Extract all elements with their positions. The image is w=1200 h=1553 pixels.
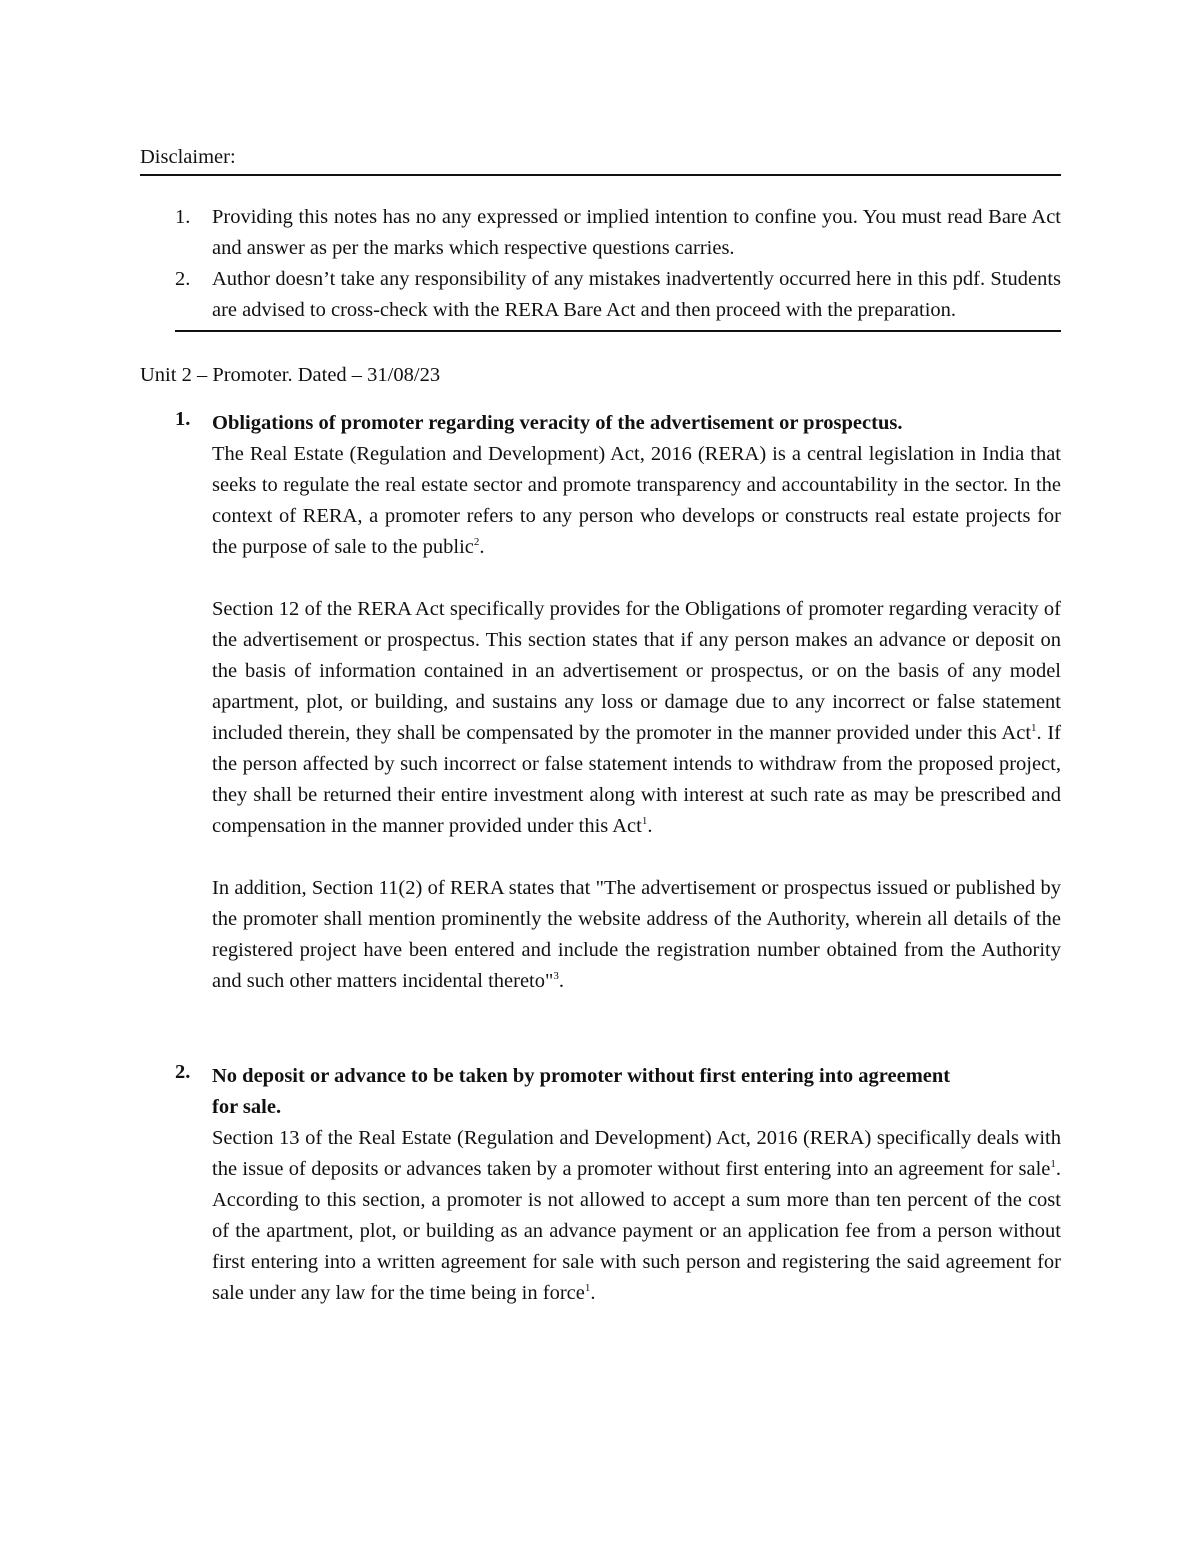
document-page — [140, 142, 1061, 1309]
text: Section 13 of the Real Estate (Regulation and Development) Act, 2016 (RERA) specifically deals with the issue of deposits or advances taken by a promoter without first entering into an agreement for sale — [212, 1127, 1061, 1180]
footnote-ref: 1 — [641, 815, 648, 828]
item-text: Author doesn’t take any responsibility of any mistakes inadvertently occurred here in this pdf. Students are advised to cross-check with the RERA Bare Act and then proceed with the preparation. — [212, 268, 1061, 321]
footnote-ref: 1 — [1031, 722, 1037, 735]
divider — [175, 330, 1061, 332]
footnote-ref: 1 — [1050, 1158, 1056, 1171]
text: In addition, Section 11(2) of RERA states that "The advertisement or prospectus issued or published by the promoter shall mention prominently the website address of the Authority, wherein all details of the registered project have been entered and include the registration number obtained from the Authority and such other matters incidental thereto" — [212, 877, 1061, 992]
item-number: 2. — [175, 268, 191, 290]
text: . According to this section, a promoter is not allowed to accept a sum more than ten percent of the cost of the apartment, plot, or building as an advance payment or an application fee from a person without first entering into a written agreement for sale with such person and registering the said agreement for sale under any law for the time being in force — [212, 1158, 1061, 1304]
text: The Real Estate (Regulation and Development) Act, 2016 (RERA) is a central legislation in India that seeks to regulate the real estate sector and promote transparency and accountability in the sector. In the context of RERA, a promoter refers to any person who develops or constructs real estate projects for the purpose of sale to the public — [212, 443, 1061, 558]
text: . — [558, 970, 564, 992]
disclaimer-title: Disclaimer: — [140, 146, 236, 168]
disclaimer-list — [140, 202, 1061, 326]
text: . — [479, 536, 485, 558]
item-text: Providing this notes has no any expressed or implied intention to confine you. You must read Bare Act and answer as per the marks which respective questions carries. — [212, 206, 1061, 259]
paragraph — [212, 873, 1061, 997]
section-number: 1. — [175, 408, 191, 430]
text: . — [590, 1282, 596, 1304]
text: Section 12 of the RERA Act specifically provides for the Obligations of promoter regarding veracity of the advertisement or prospectus. This section states that if any person makes an advance or deposit on the basis of information contained in an advertisement or prospectus, or on the basis of any model apartment, plot, or building, and sustains any loss or damage due to any incorrect or false statement included therein, they shall be compensated by the promoter in the manner provided under this Act — [212, 598, 1061, 744]
disclaimer-item — [140, 264, 1061, 326]
item-number: 1. — [175, 206, 191, 228]
section-2 — [140, 1061, 1061, 1309]
footnote-ref: 3 — [553, 970, 559, 983]
disclaimer-item — [140, 202, 1061, 264]
paragraph — [212, 594, 1061, 842]
unit-heading: Unit 2 – Promoter. Dated – 31/08/23 — [140, 364, 441, 386]
section-title: No deposit or advance to be taken by promoter without first entering into agreement for sale. — [212, 1065, 951, 1118]
text: . — [647, 815, 653, 837]
section-1 — [140, 408, 1061, 997]
footnote-ref: 2 — [473, 536, 480, 549]
divider — [140, 174, 1061, 176]
footnote-ref: 1 — [584, 1282, 591, 1295]
paragraph — [212, 1123, 1061, 1309]
section-number: 2. — [175, 1061, 191, 1083]
text: . If the person affected by such incorrect or false statement intends to withdraw from the proposed project, they shall be returned their entire investment along with interest at such rate as may be prescribed and compensation in the manner provided under this Act — [212, 722, 1061, 837]
section-title: Obligations of promoter regarding veracity of the advertisement or prospectus. — [212, 412, 903, 434]
paragraph — [212, 439, 1061, 563]
